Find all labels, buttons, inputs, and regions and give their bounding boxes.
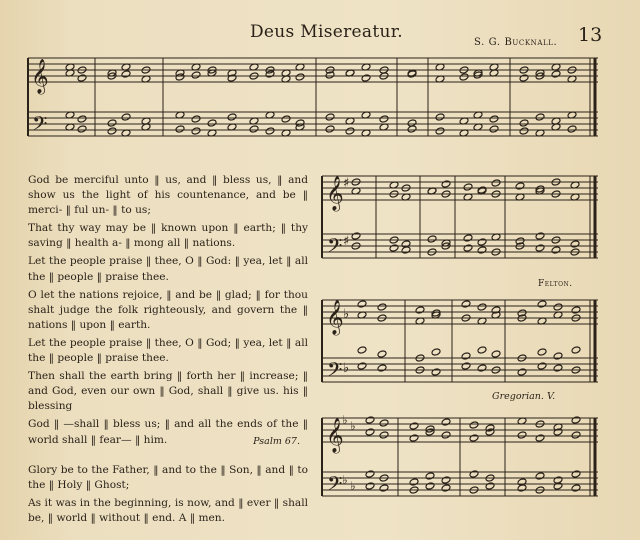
- note-head: [571, 346, 581, 354]
- note-head: [515, 182, 525, 190]
- note-head: [425, 482, 435, 490]
- note-head: [571, 431, 581, 439]
- treble-clef-icon: 𝄞: [326, 418, 344, 453]
- note-head: [469, 470, 479, 478]
- note-head: [537, 300, 547, 308]
- note-head: [379, 484, 389, 492]
- verse: God ‖ —shall ‖ bless us; ‖ and all the ends of the ‖ world shall ‖ fear— ‖ him.: [28, 418, 308, 446]
- note-head: [491, 350, 501, 358]
- note-head: [431, 348, 441, 356]
- note-head: [535, 472, 545, 480]
- flat-icon: ♭: [342, 413, 348, 427]
- note-head: [357, 362, 367, 370]
- note-head: [469, 421, 479, 429]
- note-head: [351, 232, 361, 240]
- note-head: [77, 74, 87, 82]
- note-head: [191, 71, 201, 79]
- note-head: [325, 113, 335, 121]
- note-head: [485, 482, 495, 490]
- composer-name: S. G. Bucknall.: [474, 37, 558, 48]
- flat-icon: ♭: [343, 361, 350, 376]
- note-head: [227, 113, 237, 121]
- note-head: [389, 244, 399, 252]
- treble-clef-icon: 𝄞: [326, 300, 344, 335]
- bass-clef-icon: 𝄢: [327, 472, 343, 500]
- note-head: [441, 418, 451, 426]
- verse: Glory be to the Father, ‖ and to the ‖ Son, ‖ and ‖ to the ‖ Holy ‖ Ghost;: [28, 463, 308, 491]
- sharp-icon: ♯: [343, 234, 350, 249]
- note-head: [463, 244, 473, 252]
- note-head: [365, 470, 375, 478]
- note-head: [365, 428, 375, 436]
- note-head: [427, 235, 437, 243]
- note-head: [377, 303, 387, 311]
- note-head: [489, 115, 499, 123]
- note-head: [357, 300, 367, 308]
- note-head: [435, 113, 445, 121]
- note-head: [441, 180, 451, 188]
- flat-icon: ♭: [350, 419, 356, 433]
- note-head: [431, 368, 441, 376]
- note-head: [551, 70, 561, 78]
- chant-text-block: [28, 173, 308, 529]
- note-head: [379, 431, 389, 439]
- bass-clef-icon: 𝄢: [32, 112, 48, 140]
- note-head: [535, 434, 545, 442]
- note-head: [459, 73, 469, 81]
- note-head: [463, 183, 473, 191]
- note-head: [379, 115, 389, 123]
- note-head: [191, 115, 201, 123]
- note-head: [77, 125, 87, 133]
- tune-name-felton: Felton.: [538, 279, 573, 289]
- note-head: [175, 125, 185, 133]
- verse: That thy way may be ‖ known upon ‖ earth; ‖ thy saving ‖ health a- ‖ mong all ‖ nations.: [28, 222, 308, 250]
- note-head: [357, 346, 367, 354]
- note-head: [461, 352, 471, 360]
- note-head: [571, 306, 581, 314]
- note-head: [477, 238, 487, 246]
- flat-icon: ♭: [350, 479, 356, 493]
- bass-clef-icon: 𝄢: [327, 234, 343, 262]
- note-head: [441, 484, 451, 492]
- note-head: [435, 127, 445, 135]
- note-head: [491, 179, 501, 187]
- note-head: [425, 472, 435, 480]
- tune-name-gregorian: Gregorian. V.: [492, 391, 556, 402]
- note-head: [409, 478, 419, 486]
- note-head: [379, 419, 389, 427]
- note-head: [477, 303, 487, 311]
- note-head: [461, 362, 471, 370]
- note-head: [265, 127, 275, 135]
- note-head: [295, 73, 305, 81]
- flat-icon: ♭: [343, 307, 350, 322]
- note-head: [361, 74, 371, 82]
- note-head: [191, 127, 201, 135]
- page-number: 13: [578, 24, 603, 46]
- note-head: [571, 416, 581, 424]
- note-head: [477, 246, 487, 254]
- note-head: [365, 416, 375, 424]
- note-head: [477, 346, 487, 354]
- note-head: [441, 476, 451, 484]
- note-head: [325, 125, 335, 133]
- note-head: [121, 113, 131, 121]
- verse: God be merciful unto ‖ us, and ‖ bless us, ‖ and show us the light of his countenance, and be ‖ merci- ‖ ful un- ‖ to us;: [28, 174, 308, 217]
- verse: Let the people praise ‖ thee, O ‖ God; ‖ yea, let ‖ all the ‖ people ‖ praise thee.: [28, 336, 308, 365]
- note-head: [553, 364, 563, 372]
- note-head: [553, 303, 563, 311]
- note-head: [537, 348, 547, 356]
- top-bass-staff: [28, 112, 598, 136]
- note-head: [519, 119, 529, 127]
- page-title: Deus Misereatur.: [250, 22, 403, 42]
- psalm-reference: Psalm 67.: [253, 435, 300, 447]
- note-head: [377, 364, 387, 372]
- note-head: [553, 352, 563, 360]
- treble-clef-icon: 𝄞: [31, 59, 49, 94]
- note-head: [121, 70, 131, 78]
- note-head: [365, 482, 375, 490]
- note-head: [77, 115, 87, 123]
- note-head: [551, 246, 561, 254]
- note-head: [535, 244, 545, 252]
- bass-clef-icon: 𝄢: [327, 358, 343, 386]
- verse: As it was in the beginning, is now, and ‖ ever ‖ shall be, ‖ world ‖ without ‖ end. A ‖ men.: [28, 496, 308, 524]
- treble-clef-icon: 𝄞: [326, 176, 344, 211]
- note-head: [377, 350, 387, 358]
- verse: Then shall the earth bring ‖ forth her ‖ increase; ‖ and God, even our own ‖ God, shall ‖ give us. his ‖ blessing: [28, 370, 308, 413]
- note-head: [517, 431, 527, 439]
- note-head: [477, 364, 487, 372]
- note-head: [537, 362, 547, 370]
- note-head: [441, 431, 451, 439]
- note-head: [535, 113, 545, 121]
- note-head: [489, 125, 499, 133]
- note-head: [571, 484, 581, 492]
- note-head: [345, 127, 355, 135]
- note-head: [107, 127, 117, 135]
- note-head: [535, 232, 545, 240]
- note-head: [461, 300, 471, 308]
- note-head: [567, 125, 577, 133]
- note-head: [415, 306, 425, 314]
- note-head: [463, 234, 473, 242]
- note-head: [469, 434, 479, 442]
- note-head: [207, 119, 217, 127]
- verse: O let the nations rejoice, ‖ and be ‖ glad; ‖ for thou shalt judge the folk righteously, and govern the ‖ nations ‖ upon ‖ earth.: [28, 288, 308, 331]
- note-head: [519, 127, 529, 135]
- note-head: [517, 368, 527, 376]
- note-head: [249, 125, 259, 133]
- note-head: [107, 119, 117, 127]
- sharp-icon: ♯: [343, 176, 350, 191]
- score-1-staves: [322, 176, 598, 258]
- note-head: [571, 470, 581, 478]
- note-head: [570, 240, 580, 248]
- note-head: [409, 422, 419, 430]
- note-head: [281, 115, 291, 123]
- flat-icon: ♭: [342, 473, 348, 487]
- note-head: [409, 434, 419, 442]
- verse: Let the people praise ‖ thee, O ‖ God: ‖ yea, let ‖ all the ‖ people ‖ praise thee.: [28, 255, 308, 283]
- note-head: [519, 74, 529, 82]
